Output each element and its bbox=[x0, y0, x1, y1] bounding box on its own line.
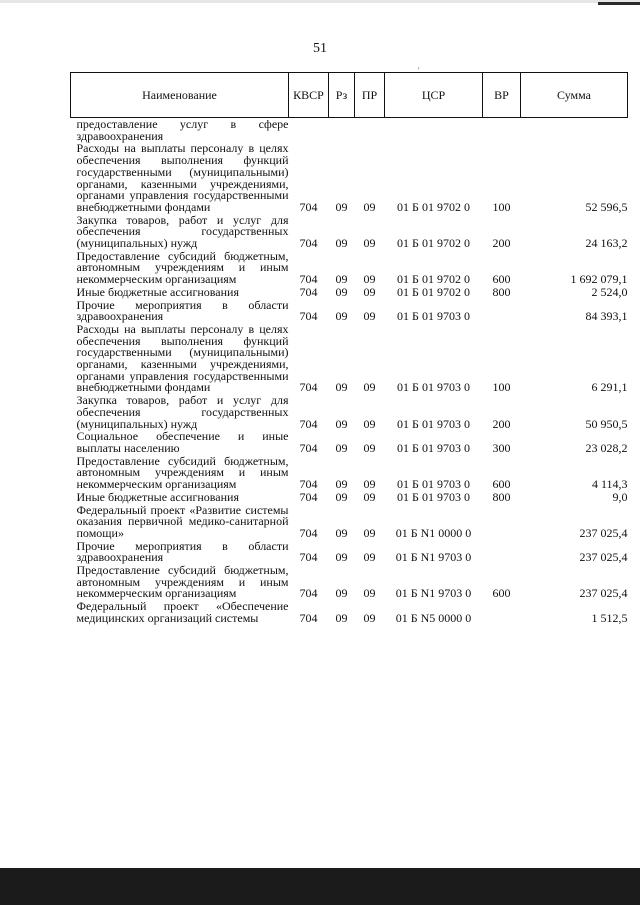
row-pr: 09 bbox=[363, 489, 376, 504]
row-pr: 09 bbox=[363, 550, 376, 565]
row-pr: 09 bbox=[363, 380, 376, 395]
row-kvsr: 704 bbox=[299, 586, 318, 601]
table-row bbox=[71, 395, 628, 431]
row-sum: 4 114,3 bbox=[591, 477, 628, 492]
row-kvsr: 704 bbox=[299, 440, 318, 455]
row-csr: 01 Б 01 9702 0 bbox=[397, 284, 470, 299]
row-kvsr: 704 bbox=[299, 236, 318, 251]
table-row bbox=[71, 505, 628, 541]
row-kvsr: 704 bbox=[299, 550, 318, 565]
row-name: предоставление услуг в сфере здравоохранения bbox=[76, 117, 289, 143]
scan-tick-mark: ' bbox=[418, 66, 420, 75]
table-row bbox=[71, 601, 628, 625]
table-header-row bbox=[71, 73, 628, 118]
table-row bbox=[71, 118, 628, 144]
row-name: Иные бюджетные ассигнования bbox=[76, 489, 239, 504]
row-sum: 237 025,4 bbox=[579, 586, 628, 601]
row-rz: 09 bbox=[335, 199, 348, 214]
row-pr: 09 bbox=[363, 477, 376, 492]
row-rz: 09 bbox=[335, 550, 348, 565]
row-name: Иные бюджетные ассигнования bbox=[76, 284, 239, 299]
row-csr: 01 Б N1 9703 0 bbox=[395, 586, 472, 601]
row-pr: 09 bbox=[363, 236, 376, 251]
row-sum bbox=[521, 118, 628, 144]
row-pr bbox=[355, 118, 385, 144]
row-csr: 01 Б 01 9703 0 bbox=[397, 477, 470, 492]
header-sum: Сумма bbox=[521, 73, 628, 118]
row-sum: 237 025,4 bbox=[579, 525, 628, 540]
row-pr: 09 bbox=[363, 272, 376, 287]
row-kvsr: 704 bbox=[299, 272, 318, 287]
row-vr: 200 bbox=[492, 416, 511, 431]
row-csr: 01 Б 01 9703 0 bbox=[397, 416, 470, 431]
table-row bbox=[71, 215, 628, 251]
row-pr: 09 bbox=[363, 199, 376, 214]
row-name: Закупка товаров, работ и услуг для обеспечения государственных (муниципальных) нужд bbox=[76, 393, 289, 431]
row-csr: 01 Б N1 9703 0 bbox=[395, 550, 472, 565]
row-rz: 09 bbox=[335, 525, 348, 540]
row-csr: 01 Б N5 0000 0 bbox=[395, 610, 472, 625]
row-vr: 800 bbox=[492, 489, 511, 504]
row-csr: 01 Б 01 9702 0 bbox=[397, 199, 470, 214]
row-name: Федеральный проект «Обеспечение медицинских организаций системы bbox=[76, 599, 289, 625]
row-kvsr: 704 bbox=[299, 416, 318, 431]
table-row bbox=[71, 431, 628, 455]
row-sum: 24 163,2 bbox=[585, 236, 628, 251]
row-pr: 09 bbox=[363, 284, 376, 299]
row-name: Прочие мероприятия в области здравоохранения bbox=[76, 538, 289, 565]
table-row bbox=[71, 251, 628, 287]
row-rz: 09 bbox=[335, 416, 348, 431]
row-name: Предоставление субсидий бюджетным, автономным учреждениям и иным некоммерческим организациям bbox=[76, 248, 289, 287]
row-name: Предоставление субсидий бюджетным, автономным учреждениям и иным некоммерческим организациям bbox=[76, 563, 289, 601]
row-sum: 84 393,1 bbox=[585, 309, 628, 324]
row-sum: 1 692 079,1 bbox=[570, 272, 628, 287]
table-row bbox=[71, 143, 628, 214]
header-rz: Рз bbox=[329, 73, 355, 118]
row-name: Предоставление субсидий бюджетным, автономным учреждениям и иным некоммерческим организациям bbox=[76, 453, 289, 492]
row-kvsr: 704 bbox=[299, 525, 318, 540]
row-csr: 01 Б 01 9702 0 bbox=[397, 272, 470, 287]
row-rz: 09 bbox=[335, 586, 348, 601]
row-sum: 50 950,5 bbox=[585, 416, 628, 431]
row-rz: 09 bbox=[335, 440, 348, 455]
row-kvsr: 704 bbox=[299, 610, 318, 625]
header-vr: ВР bbox=[483, 73, 521, 118]
row-sum: 1 512,5 bbox=[591, 610, 628, 625]
row-vr: 600 bbox=[492, 272, 511, 287]
table-row bbox=[71, 565, 628, 601]
row-pr: 09 bbox=[363, 309, 376, 324]
row-kvsr: 704 bbox=[299, 309, 318, 324]
scan-mark bbox=[598, 2, 640, 5]
row-name: Социальное обеспечение и иные выплаты населению bbox=[76, 429, 289, 455]
header-name: Наименование bbox=[71, 73, 289, 118]
row-csr: 01 Б 01 9703 0 bbox=[397, 380, 470, 395]
table-row bbox=[71, 541, 628, 565]
row-name: Расходы на выплаты персоналу в целях обеспечения выполнения функций государственными (муниципальными) органами, казенными учреждениями, органами управления государственными внебюджетными фондами bbox=[76, 141, 289, 214]
row-kvsr: 704 bbox=[299, 284, 318, 299]
row-vr: 100 bbox=[492, 380, 511, 395]
table-row bbox=[71, 300, 628, 324]
row-rz: 09 bbox=[335, 380, 348, 395]
row-pr: 09 bbox=[363, 440, 376, 455]
header-kvsr: КВСР bbox=[289, 73, 329, 118]
page-top-edge bbox=[0, 0, 640, 3]
row-sum: 2 524,0 bbox=[591, 284, 628, 299]
row-vr: 200 bbox=[492, 236, 511, 251]
row-sum: 6 291,1 bbox=[591, 380, 628, 395]
row-vr bbox=[483, 541, 521, 565]
row-pr: 09 bbox=[363, 525, 376, 540]
row-rz: 09 bbox=[335, 284, 348, 299]
row-pr: 09 bbox=[363, 586, 376, 601]
row-rz: 09 bbox=[335, 236, 348, 251]
row-csr: 01 Б 01 9703 0 bbox=[397, 489, 470, 504]
row-name: Расходы на выплаты персоналу в целях обеспечения выполнения функций государственными (муниципальными) органами, казенными учреждениями, органами управления государственными внебюджетными фондами bbox=[76, 321, 289, 395]
row-pr: 09 bbox=[363, 416, 376, 431]
row-csr: 01 Б 01 9703 0 bbox=[397, 309, 470, 324]
row-name: Закупка товаров, работ и услуг для обеспечения государственных (муниципальных) нужд bbox=[76, 212, 289, 251]
row-pr: 09 bbox=[363, 610, 376, 625]
row-csr bbox=[385, 118, 483, 144]
row-sum: 9,0 bbox=[612, 489, 628, 504]
row-csr: 01 Б N1 0000 0 bbox=[395, 525, 472, 540]
header-csr: ЦСР bbox=[385, 73, 483, 118]
row-vr bbox=[483, 505, 521, 541]
row-rz: 09 bbox=[335, 477, 348, 492]
header-pr: ПР bbox=[355, 73, 385, 118]
row-vr bbox=[483, 601, 521, 625]
table-row bbox=[71, 324, 628, 395]
row-rz: 09 bbox=[335, 610, 348, 625]
row-kvsr: 704 bbox=[299, 489, 318, 504]
row-vr: 100 bbox=[492, 199, 511, 214]
row-csr: 01 Б 01 9702 0 bbox=[397, 236, 470, 251]
row-kvsr: 704 bbox=[299, 380, 318, 395]
row-vr: 800 bbox=[492, 284, 511, 299]
scan-bottom-bar bbox=[0, 868, 640, 905]
row-rz: 09 bbox=[335, 272, 348, 287]
row-sum: 23 028,2 bbox=[585, 440, 628, 455]
row-vr: 600 bbox=[492, 586, 511, 601]
row-csr: 01 Б 01 9703 0 bbox=[397, 440, 470, 455]
row-vr bbox=[483, 300, 521, 324]
row-name: Федеральный проект «Развитие системы оказания первичной медико-санитарной помощи» bbox=[76, 502, 289, 540]
row-vr bbox=[483, 118, 521, 144]
row-kvsr: 704 bbox=[299, 477, 318, 492]
row-rz: 09 bbox=[335, 309, 348, 324]
row-vr: 300 bbox=[492, 440, 511, 455]
row-vr: 600 bbox=[492, 477, 511, 492]
page-number: 51 bbox=[313, 41, 327, 56]
row-sum: 52 596,5 bbox=[585, 199, 628, 214]
row-name: Прочие мероприятия в области здравоохранения bbox=[76, 297, 289, 324]
row-kvsr bbox=[289, 118, 329, 144]
row-rz: 09 bbox=[335, 489, 348, 504]
row-rz bbox=[329, 118, 355, 144]
table-row bbox=[71, 456, 628, 492]
row-kvsr: 704 bbox=[299, 199, 318, 214]
row-sum: 237 025,4 bbox=[579, 550, 628, 565]
budget-table bbox=[70, 72, 628, 626]
